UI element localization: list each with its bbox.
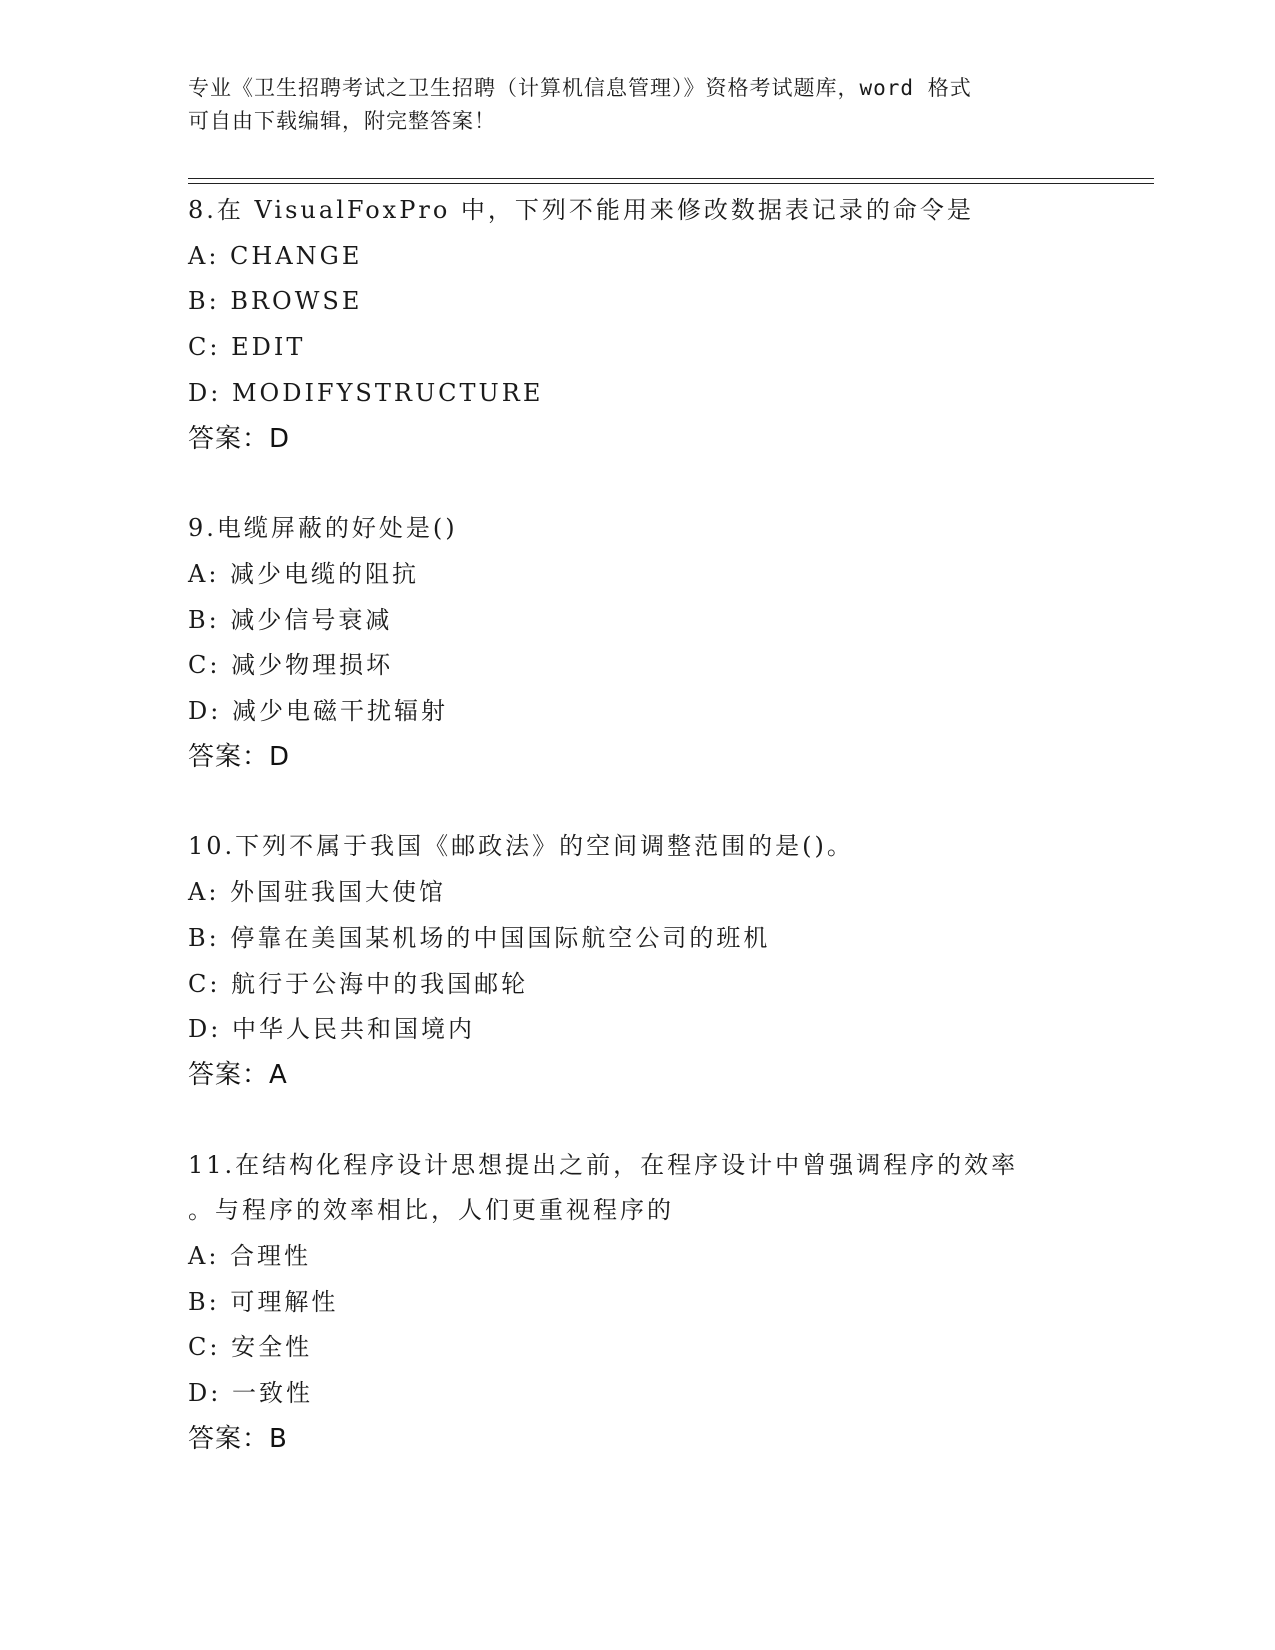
- option-a: A: 合理性: [188, 1242, 312, 1271]
- answer-label: 答案：A: [188, 1059, 288, 1090]
- question-stem: 10.下列不属于我国《邮政法》的空间调整范围的是()。: [188, 832, 854, 861]
- question-stem-continued: 。与程序的效率相比，人们更重视程序的: [188, 1196, 674, 1225]
- answer-label: 答案：B: [188, 1423, 288, 1454]
- question-stem: 9.电缆屏蔽的好处是(): [188, 514, 458, 543]
- option-b: B: BROWSE: [188, 287, 363, 316]
- option-c: C: EDIT: [188, 333, 306, 362]
- question-10: [188, 824, 1128, 1098]
- option-c: C: 航行于公海中的我国邮轮: [188, 969, 529, 998]
- question-11: [188, 1143, 1128, 1463]
- header-divider-top: [188, 178, 1154, 179]
- option-d: D: MODIFYSTRUCTURE: [188, 378, 544, 407]
- option-a: A: 外国驻我国大使馆: [188, 878, 447, 907]
- header-line-2: 可自由下载编辑，附完整答案！: [188, 109, 496, 133]
- option-d: D: 一致性: [188, 1379, 313, 1408]
- answer-label: 答案：D: [188, 423, 291, 454]
- option-c: C: 减少物理损坏: [188, 651, 394, 680]
- option-b: B: 停靠在美国某机场的中国国际航空公司的班机: [188, 923, 771, 952]
- question-stem: 8.在 VisualFoxPro 中，下列不能用来修改数据表记录的命令是: [188, 196, 974, 224]
- header-line-1: 专业《卫生招聘考试之卫生招聘（计算机信息管理）》资格考试题库，word 格式: [188, 76, 972, 100]
- question-stem: 11.在结构化程序设计思想提出之前，在程序设计中曾强调程序的效率: [188, 1150, 1019, 1179]
- answer-label: 答案：D: [188, 741, 291, 772]
- question-9: [188, 506, 1128, 780]
- option-b: B: 减少信号衰减: [188, 605, 393, 634]
- header-divider-bottom: [188, 183, 1154, 184]
- option-d: D: 减少电磁干扰辐射: [188, 697, 448, 726]
- document-header: [188, 72, 1088, 138]
- option-d: D: 中华人民共和国境内: [188, 1015, 475, 1044]
- option-b: B: 可理解性: [188, 1287, 339, 1316]
- question-list: [188, 188, 1128, 1507]
- option-a: A: CHANGE: [188, 241, 363, 270]
- question-8: [188, 188, 1128, 462]
- option-a: A: 减少电缆的阻抗: [188, 559, 420, 588]
- option-c: C: 安全性: [188, 1333, 313, 1362]
